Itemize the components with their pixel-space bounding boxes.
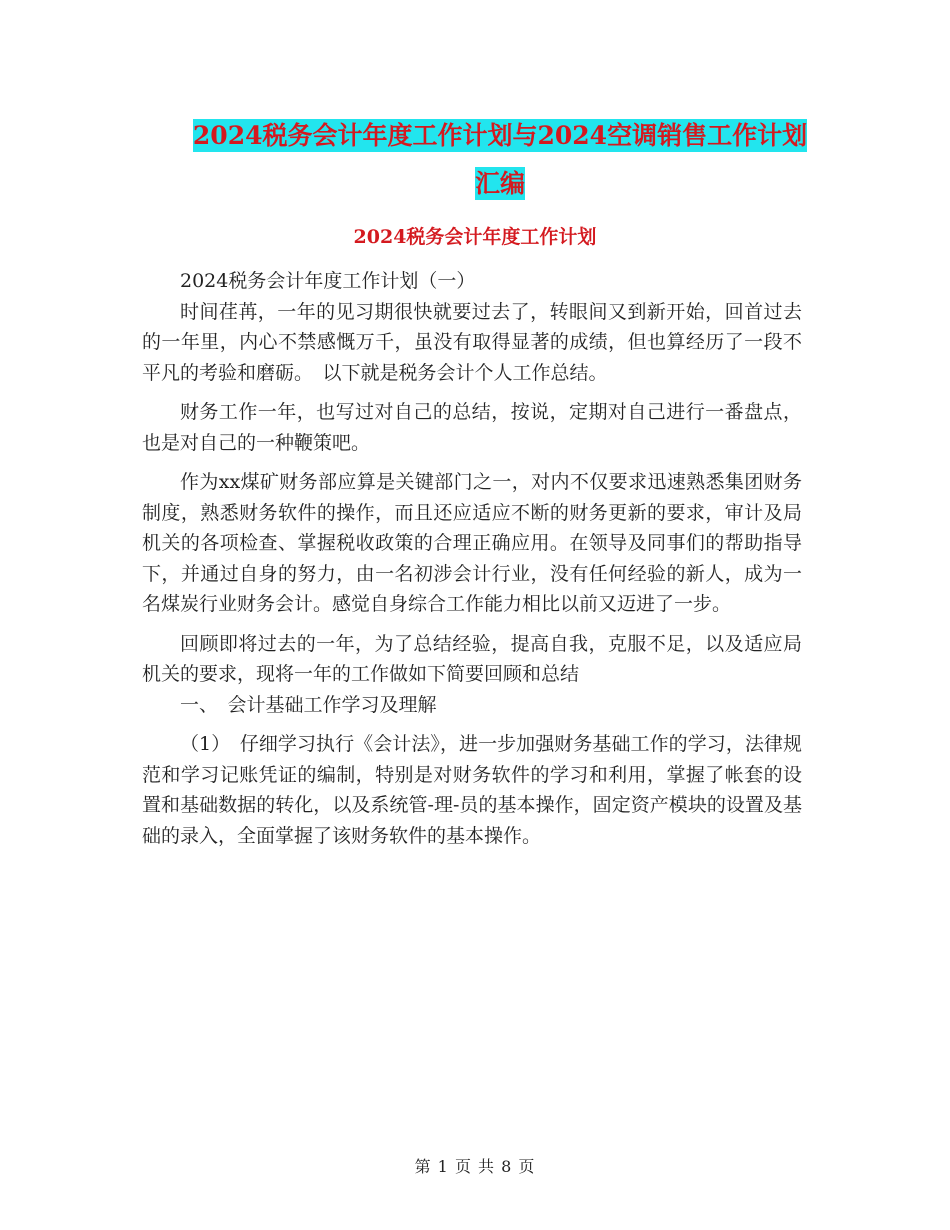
paragraph: （1） 仔细学习执行《会计法》，进一步加强财务基础工作的学习，法律规范和学习记账凭证的编制，特别是对财务软件的学习和利用，掌握了帐套的设置和基础数据的转化，以及系统管-理-员的基本操作，固定资产模块的设置及基础的录入，全面掌握了该财务软件的基本操作。 (142, 733, 802, 847)
page-number-footer: 第 1 页 共 8 页 (414, 1157, 536, 1176)
document-body (142, 266, 802, 851)
document-title (150, 112, 850, 208)
document-title-line-1: 2024税务会计年度工作计划与2024空调销售工作计划 (192, 121, 808, 150)
subsection-heading: 一、 会计基础工作学习及理解 (180, 693, 437, 716)
paragraph: 回顾即将过去的一年，为了总结经验，提高自我，克服不足，以及适应局机关的要求，现将一年的工作做如下简要回顾和总结 (142, 632, 802, 685)
paragraph: 作为xx煤矿财务部应算是关键部门之一，对内不仅要求迅速熟悉集团财务制度，熟悉财务软件的操作，而且还应适应不断的财务更新的要求，审计及局机关的各项检查、掌握税收政策的合理正确应用。在领导及同事们的帮助指导下，并通过自身的努力，由一名初涉会计行业，没有任何经验的新人，成为一名煤炭行业财务会计。感觉自身综合工作能力相比以前又迈进了一步。 (142, 471, 802, 615)
paragraph: 时间荏苒，一年的见习期很快就要过去了，转眼间又到新开始，回首过去的一年里，内心不禁感慨万千，虽没有取得显著的成绩，但也算经历了一段不平凡的考验和磨砺。 以下就是税务会计个人工作总结。 (142, 300, 802, 384)
document-title-line-2: 汇编 (474, 169, 525, 198)
paragraph: 财务工作一年，也写过对自己的总结，按说，定期对自己进行一番盘点，也是对自己的一种鞭策吧。 (142, 401, 802, 454)
section-heading: 2024税务会计年度工作计划 (353, 226, 597, 248)
paragraph-subtitle: 2024税务会计年度工作计划（一） (180, 270, 476, 292)
